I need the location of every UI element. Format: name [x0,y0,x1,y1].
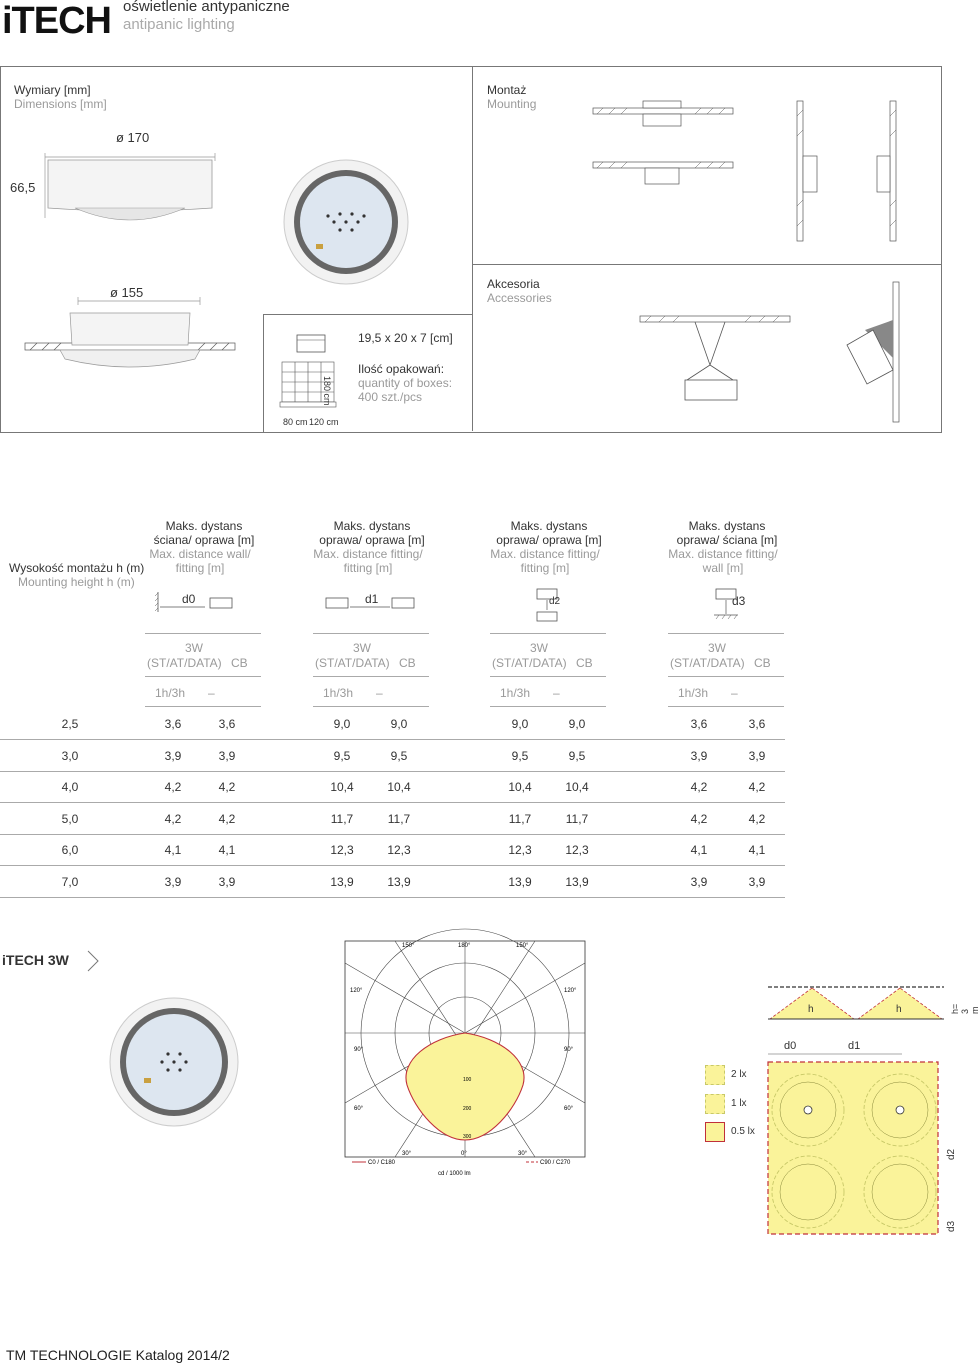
table-cell: 12,3 [387,843,411,857]
pallet-width-2: 120 cm [309,417,339,427]
table-row-height: 6,0 [61,843,79,857]
table-cell: 3,9 [218,748,236,763]
mounting-diagrams [585,96,915,246]
brand-logo: iTECH [2,0,111,42]
table-cell: 4,2 [164,811,182,826]
table-cell: 3,6 [218,717,236,731]
d3-label: d3 [732,594,746,608]
col-header-pl-0: Maks. dystans ściana/ oprawa [m] [153,519,255,547]
table-cell: 4,2 [218,780,236,794]
row-rule [0,865,785,866]
table-cell: 11,7 [330,811,354,826]
table-cell: 9,5 [333,748,351,763]
panel-divider-horizontal [472,264,941,265]
table-cell: 4,1 [218,843,236,857]
table-cell: 4,2 [690,780,708,794]
dimensions-title-pl: Wymiary [mm] [14,83,91,97]
table-cell: 10,4 [508,780,532,794]
accessories-title-pl: Akcesoria [487,277,540,291]
col-header-pl-2: Maks. dystans oprawa/ oprawa [m] [496,519,602,547]
d2-side-label: d2 [946,1148,957,1160]
table-cell: 3,9 [748,874,766,889]
col-duration-1: 1h/3h [323,686,354,700]
table-cell: 3,6 [690,717,708,731]
d2-label: d2 [549,596,561,607]
legend-05lx-swatch [705,1122,725,1142]
col-header-en-0: Max. distance wall/ fitting [m] [149,547,251,575]
table-cell: 9,0 [333,717,351,731]
header-rule [668,633,784,634]
col-power-1: 3W [353,641,371,655]
polar-angle-60-left: 60° [354,1106,364,1112]
table-cell: 13,9 [565,874,589,889]
col-duration-0: 1h/3h [155,686,186,700]
table-cell: 10,4 [387,780,411,794]
header-rule [668,706,784,707]
table-cell: 10,4 [565,780,589,794]
table-cell: 3,9 [690,748,708,763]
luminaire-photo-small [108,996,240,1128]
table-row-height: 4,0 [61,780,79,794]
footer-text: TM TECHNOLOGIE Katalog 2014/2 [6,1347,230,1363]
legend-1lx-swatch [705,1094,725,1114]
col-dash-0: – [208,686,215,700]
table-cell: 12,3 [508,843,532,857]
qty-label-pl: Ilość opakowań: [358,362,445,376]
legend-05lx-label: 0.5 lx [731,1126,755,1137]
table-cell: 9,5 [568,748,586,763]
table-cell: 13,9 [330,874,354,889]
polar-angle-60-right: 60° [564,1106,574,1112]
header-rule [668,676,784,677]
luminaire-side-drawing [0,140,260,230]
col-mode-2: (ST/AT/DATA) [492,656,567,670]
luminaire-recessed-drawing [20,295,250,375]
header-rule [490,676,606,677]
col-mode-1: (ST/AT/DATA) [315,656,390,670]
table-cell: 11,7 [508,811,532,826]
dimension-height: 66,5 [10,180,36,195]
col-cb-0: CB [231,656,248,670]
col-duration-2: 1h/3h [500,686,531,700]
table-row-height: 2,5 [61,717,79,731]
subtitle-pl: oświetlenie antypaniczne [123,0,290,15]
table-cell: 4,2 [748,811,766,826]
header-rule [145,706,261,707]
col-cb-2: CB [576,656,593,670]
illuminance-top-view [762,1050,942,1240]
table-cell: 4,2 [218,811,236,826]
polar-angle-90-left: 90° [354,1047,364,1053]
dimensions-title-en: Dimensions [mm] [14,97,107,111]
d3-side-label: d3 [946,1220,957,1232]
model-name: iTECH 3W [2,952,69,968]
height-label: h= 3 m [950,1003,980,1014]
header-rule [145,633,261,634]
table-row-height: 7,0 [61,874,79,889]
table-cell: 9,0 [511,717,529,731]
polar-angle-90-right: 90° [564,1047,574,1053]
mounting-title-pl: Montaż [487,83,527,97]
col-cb-3: CB [754,656,771,670]
table-cell: 11,7 [387,811,411,826]
table-cell: 4,2 [748,780,766,794]
table-cell: 3,9 [690,874,708,889]
d1-top-label: d1 [848,1040,861,1052]
mount-height-pl: Wysokość montażu h (m) [9,561,145,575]
polar-ring-300: 300 [463,1134,472,1140]
row-rule [0,897,785,898]
polar-angle-150-left: 150° [402,943,415,949]
box-size: 19,5 x 20 x 7 [cm] [358,331,453,345]
table-cell: 4,2 [690,811,708,826]
legend-c0-c180: C0 / C180 [368,1160,396,1166]
header-rule [145,676,261,677]
table-cell: 3,6 [164,717,182,731]
table-cell: 10,4 [330,780,354,794]
accessories-title-en: Accessories [487,291,552,305]
d1-label: d1 [365,592,379,606]
dimension-bottom-diameter: ø 155 [110,285,144,300]
table-cell: 4,1 [164,843,182,857]
polar-diagram [340,940,590,1180]
polar-angle-30-left: 30° [402,1151,412,1157]
d0-label: d0 [182,592,196,606]
legend-2lx-label: 2 lx [731,1069,747,1080]
table-cell: 13,9 [387,874,411,889]
polar-angle-0: 0° [461,1151,467,1157]
table-row-height: 5,0 [61,811,79,826]
pallet-width-1: 80 cm [283,417,308,427]
table-cell: 9,0 [568,717,586,731]
col-header-en-3: Max. distance fitting/ wall [m] [668,547,778,575]
col-mode-0: (ST/AT/DATA) [147,656,222,670]
table-cell: 3,6 [748,717,766,731]
subtitle-en: antipanic lighting [123,16,235,33]
mounting-title-en: Mounting [487,97,537,111]
header-rule [313,676,429,677]
header-rule [490,633,606,634]
col-header-en-2: Max. distance fitting/ fitting [m] [490,547,600,575]
polar-angle-150-right: 150° [516,943,529,949]
chevron-right-icon [86,950,100,972]
box-icon [296,334,326,354]
polar-angle-120-right: 120° [564,988,577,994]
col-header-pl-1: Maks. dystans oprawa/ oprawa [m] [319,519,425,547]
header-rule [313,633,429,634]
qty-label-en: quantity of boxes: [358,376,453,390]
col-header-pl-3: Maks. dystans oprawa/ ściana [m] [676,519,778,547]
polar-ring-100: 100 [463,1077,472,1083]
polar-angle-30-right: 30° [518,1151,528,1157]
row-rule [0,802,785,803]
col-dash-1: – [376,686,383,700]
side-h-right: h [896,1004,902,1015]
mount-height-en: Mounting height h (m) [18,575,135,589]
pallet-height: 180 cm [322,376,332,406]
legend-c90-c270: C90 / C270 [540,1160,571,1166]
table-cell: 4,2 [164,780,182,794]
polar-angle-180: 180° [458,943,471,949]
dimension-top-diameter: ø 170 [116,130,150,145]
col-power-0: 3W [185,641,203,655]
legend-2lx-swatch [705,1065,725,1085]
table-cell: 9,5 [390,748,408,763]
d0-top-label: d0 [784,1040,797,1052]
polar-ring-200: 200 [463,1106,472,1112]
illuminance-side-view [768,985,948,1025]
table-cell: 4,1 [748,843,766,857]
table-cell: 9,0 [390,717,408,731]
table-cell: 12,3 [565,843,589,857]
polar-unit: cd / 1000 lm [438,1171,471,1177]
col-duration-3: 1h/3h [678,686,709,700]
luminaire-photo [282,158,410,286]
row-rule [0,739,785,740]
col-dash-3: – [731,686,738,700]
row-rule [0,771,785,772]
col-power-3: 3W [708,641,726,655]
col-cb-1: CB [399,656,416,670]
col-header-en-1: Max. distance fitting/ fitting [m] [313,547,423,575]
header-rule [313,706,429,707]
accessories-diagrams [635,280,915,425]
col-power-2: 3W [530,641,548,655]
row-rule [0,834,785,835]
qty-value: 400 szt./pcs [358,390,423,404]
table-cell: 3,9 [218,874,236,889]
table-cell: 3,9 [164,748,182,763]
table-cell: 11,7 [565,811,589,826]
table-cell: 12,3 [330,843,354,857]
col-dash-2: – [553,686,560,700]
table-cell: 13,9 [508,874,532,889]
table-cell: 3,9 [748,748,766,763]
table-cell: 9,5 [511,748,529,763]
table-cell: 4,1 [690,843,708,857]
header-rule [490,706,606,707]
legend-1lx-label: 1 lx [731,1098,747,1109]
table-cell: 3,9 [164,874,182,889]
side-h-left: h [808,1004,814,1015]
col-mode-3: (ST/AT/DATA) [670,656,745,670]
table-row-height: 3,0 [61,748,79,763]
polar-angle-120-left: 120° [350,988,363,994]
